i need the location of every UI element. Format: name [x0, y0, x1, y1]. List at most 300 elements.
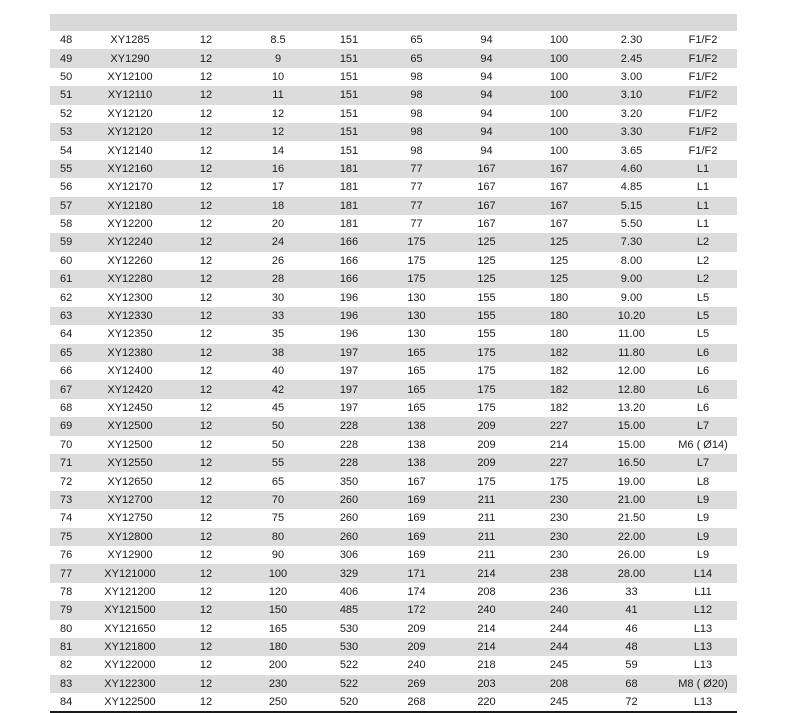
table-row	[50, 362, 737, 380]
cell-capacity: 70	[242, 491, 314, 509]
cell-length: 522	[314, 675, 384, 693]
table-row	[50, 215, 737, 233]
cell-model: XY12450	[90, 399, 170, 417]
cell-voltage: 12	[170, 160, 242, 178]
cell-voltage: 12	[170, 86, 242, 104]
cell-model: XY12330	[90, 307, 170, 325]
cell-no: 59	[50, 233, 90, 251]
cell-no: 83	[50, 675, 90, 693]
cell-height: 125	[449, 252, 524, 270]
cell-model: XY12420	[90, 380, 170, 398]
cell-weight: 59	[594, 656, 669, 674]
cell-capacity: 28	[242, 270, 314, 288]
table-row	[50, 160, 737, 178]
cell-weight: 3.65	[594, 141, 669, 159]
cell-length: 197	[314, 399, 384, 417]
cell-height: 220	[449, 693, 524, 711]
table-row	[50, 68, 737, 86]
cell-no: 66	[50, 362, 90, 380]
cell-total-height: 125	[524, 252, 594, 270]
cell-model: XY121000	[90, 564, 170, 582]
cell-total-height: 100	[524, 123, 594, 141]
table-row	[50, 270, 737, 288]
cell-length: 181	[314, 197, 384, 215]
cell-weight: 13.20	[594, 399, 669, 417]
cell-width: 209	[384, 638, 449, 656]
cell-total-height: 180	[524, 325, 594, 343]
cell-terminal: L13	[669, 693, 737, 711]
cell-voltage: 12	[170, 49, 242, 67]
cell-width: 77	[384, 197, 449, 215]
table-row	[50, 105, 737, 123]
cell-model: XY12180	[90, 197, 170, 215]
cell-no: 63	[50, 307, 90, 325]
cell-length: 350	[314, 472, 384, 490]
cell-capacity: 8.5	[242, 31, 314, 49]
cell-total-height: 230	[524, 546, 594, 564]
cell-no: 62	[50, 288, 90, 306]
cell-total-height: 214	[524, 436, 594, 454]
cell-total-height: 245	[524, 693, 594, 711]
cell-width: 169	[384, 546, 449, 564]
cell-width: 130	[384, 288, 449, 306]
cell-weight: 19.00	[594, 472, 669, 490]
cell-weight: 28.00	[594, 564, 669, 582]
cell-capacity: 20	[242, 215, 314, 233]
cell-no: 60	[50, 252, 90, 270]
cell-voltage: 12	[170, 509, 242, 527]
cell-model: XY122000	[90, 656, 170, 674]
cell-weight: 11.80	[594, 344, 669, 362]
cell-model: XY121500	[90, 601, 170, 619]
cell-no: 70	[50, 436, 90, 454]
cell-voltage: 12	[170, 233, 242, 251]
cell-weight: 21.50	[594, 509, 669, 527]
cell-voltage: 12	[170, 417, 242, 435]
cell-terminal: L6	[669, 362, 737, 380]
cell-length: 181	[314, 215, 384, 233]
cell-length: 485	[314, 601, 384, 619]
cell-total-height: 100	[524, 105, 594, 123]
cell-capacity: 165	[242, 620, 314, 638]
cell-voltage: 12	[170, 454, 242, 472]
cell-capacity: 90	[242, 546, 314, 564]
cell-length: 522	[314, 656, 384, 674]
cell-length: 329	[314, 564, 384, 582]
table-row	[50, 601, 737, 619]
cell-height: 167	[449, 197, 524, 215]
cell-terminal: F1/F2	[669, 86, 737, 104]
cell-total-height: 230	[524, 491, 594, 509]
cell-no: 82	[50, 656, 90, 674]
cell-width: 240	[384, 656, 449, 674]
cell-length: 260	[314, 528, 384, 546]
cell-model: XY121800	[90, 638, 170, 656]
cell-length: 197	[314, 380, 384, 398]
cell-voltage: 12	[170, 252, 242, 270]
cell-no: 53	[50, 123, 90, 141]
table-row	[50, 528, 737, 546]
cell-length: 406	[314, 583, 384, 601]
cell-no: 49	[50, 49, 90, 67]
cell-model: XY12140	[90, 141, 170, 159]
cell-capacity: 100	[242, 564, 314, 582]
cell-capacity: 42	[242, 380, 314, 398]
cell-terminal: L11	[669, 583, 737, 601]
cell-voltage: 12	[170, 270, 242, 288]
cell-no: 52	[50, 105, 90, 123]
cell-capacity: 16	[242, 160, 314, 178]
cell-width: 269	[384, 675, 449, 693]
cell-total-height: 244	[524, 638, 594, 656]
cell-total-height: 236	[524, 583, 594, 601]
cell-weight: 5.15	[594, 197, 669, 215]
cell-terminal: L12	[669, 601, 737, 619]
table-row	[50, 454, 737, 472]
cell-terminal: L6	[669, 399, 737, 417]
cell-weight: 68	[594, 675, 669, 693]
cell-capacity: 65	[242, 472, 314, 490]
cell-capacity: 35	[242, 325, 314, 343]
cell-model: XY122500	[90, 693, 170, 711]
cell-terminal: L7	[669, 454, 737, 472]
cell-model: XY12100	[90, 68, 170, 86]
cell-model: XY12650	[90, 472, 170, 490]
cell-model: XY12110	[90, 86, 170, 104]
cell-width: 171	[384, 564, 449, 582]
table-body	[50, 31, 737, 711]
cell-length: 530	[314, 638, 384, 656]
cell-weight: 15.00	[594, 436, 669, 454]
cell-length: 228	[314, 436, 384, 454]
cell-length: 306	[314, 546, 384, 564]
cell-length: 260	[314, 509, 384, 527]
table-row	[50, 693, 737, 711]
cell-height: 94	[449, 68, 524, 86]
cell-length: 520	[314, 693, 384, 711]
cell-terminal: L13	[669, 656, 737, 674]
cell-terminal: L2	[669, 252, 737, 270]
cell-width: 175	[384, 233, 449, 251]
cell-total-height: 100	[524, 68, 594, 86]
cell-width: 175	[384, 270, 449, 288]
cell-model: XY12380	[90, 344, 170, 362]
cell-no: 84	[50, 693, 90, 711]
cell-model: XY12400	[90, 362, 170, 380]
cell-model: XY121650	[90, 620, 170, 638]
cell-weight: 4.85	[594, 178, 669, 196]
cell-capacity: 11	[242, 86, 314, 104]
cell-height: 175	[449, 344, 524, 362]
table-row	[50, 31, 737, 49]
cell-voltage: 12	[170, 638, 242, 656]
cell-height: 167	[449, 178, 524, 196]
cell-length: 166	[314, 233, 384, 251]
cell-terminal: L9	[669, 491, 737, 509]
cell-length: 228	[314, 417, 384, 435]
cell-model: XY12120	[90, 123, 170, 141]
cell-height: 214	[449, 638, 524, 656]
cell-width: 165	[384, 344, 449, 362]
cell-voltage: 12	[170, 362, 242, 380]
cell-width: 169	[384, 491, 449, 509]
cell-length: 530	[314, 620, 384, 638]
cell-width: 130	[384, 307, 449, 325]
cell-total-height: 227	[524, 417, 594, 435]
cell-weight: 15.00	[594, 417, 669, 435]
cell-total-height: 230	[524, 509, 594, 527]
table-row	[50, 141, 737, 159]
cell-voltage: 12	[170, 656, 242, 674]
cell-length: 151	[314, 31, 384, 49]
table-row	[50, 417, 737, 435]
cell-width: 77	[384, 178, 449, 196]
cell-weight: 5.50	[594, 215, 669, 233]
cell-terminal: L1	[669, 160, 737, 178]
table-row	[50, 564, 737, 582]
cell-voltage: 12	[170, 197, 242, 215]
cell-total-height: 180	[524, 307, 594, 325]
cell-width: 98	[384, 86, 449, 104]
cell-length: 228	[314, 454, 384, 472]
cell-width: 268	[384, 693, 449, 711]
cell-no: 48	[50, 31, 90, 49]
cell-total-height: 100	[524, 86, 594, 104]
cell-height: 211	[449, 546, 524, 564]
cell-total-height: 244	[524, 620, 594, 638]
cell-weight: 21.00	[594, 491, 669, 509]
cell-height: 175	[449, 399, 524, 417]
cell-height: 155	[449, 288, 524, 306]
cell-terminal: L5	[669, 288, 737, 306]
cell-no: 58	[50, 215, 90, 233]
cell-no: 76	[50, 546, 90, 564]
cell-model: XY12750	[90, 509, 170, 527]
cell-height: 175	[449, 362, 524, 380]
cell-capacity: 200	[242, 656, 314, 674]
cell-terminal: L1	[669, 178, 737, 196]
cell-width: 169	[384, 509, 449, 527]
cell-capacity: 150	[242, 601, 314, 619]
cell-model: XY1285	[90, 31, 170, 49]
cell-no: 74	[50, 509, 90, 527]
cell-height: 209	[449, 436, 524, 454]
cell-height: 167	[449, 160, 524, 178]
cell-voltage: 12	[170, 399, 242, 417]
table-row	[50, 197, 737, 215]
cell-height: 214	[449, 620, 524, 638]
cell-width: 172	[384, 601, 449, 619]
cell-terminal: L7	[669, 417, 737, 435]
cell-model: XY12550	[90, 454, 170, 472]
cell-width: 77	[384, 215, 449, 233]
cell-length: 196	[314, 307, 384, 325]
cell-length: 151	[314, 68, 384, 86]
cell-length: 197	[314, 344, 384, 362]
cell-width: 98	[384, 141, 449, 159]
cell-height: 240	[449, 601, 524, 619]
cell-voltage: 12	[170, 141, 242, 159]
table-row	[50, 399, 737, 417]
cell-capacity: 75	[242, 509, 314, 527]
cell-capacity: 230	[242, 675, 314, 693]
cell-total-height: 125	[524, 270, 594, 288]
cell-capacity: 26	[242, 252, 314, 270]
cell-model: XY12160	[90, 160, 170, 178]
cell-length: 166	[314, 270, 384, 288]
cell-terminal: L9	[669, 509, 737, 527]
cell-model: XY12300	[90, 288, 170, 306]
cell-terminal: L5	[669, 325, 737, 343]
cell-length: 151	[314, 49, 384, 67]
cell-weight: 7.30	[594, 233, 669, 251]
cell-no: 55	[50, 160, 90, 178]
cell-model: XY12260	[90, 252, 170, 270]
cell-weight: 22.00	[594, 528, 669, 546]
cell-capacity: 33	[242, 307, 314, 325]
spec-table-container	[50, 14, 737, 713]
cell-height: 175	[449, 472, 524, 490]
cell-voltage: 12	[170, 620, 242, 638]
cell-total-height: 182	[524, 399, 594, 417]
cell-width: 65	[384, 31, 449, 49]
cell-model: XY12200	[90, 215, 170, 233]
table-row	[50, 233, 737, 251]
cell-no: 65	[50, 344, 90, 362]
cell-capacity: 12	[242, 123, 314, 141]
cell-no: 69	[50, 417, 90, 435]
cell-model: XY121200	[90, 583, 170, 601]
cell-height: 218	[449, 656, 524, 674]
cell-weight: 16.50	[594, 454, 669, 472]
table-row	[50, 638, 737, 656]
cell-height: 214	[449, 564, 524, 582]
cell-no: 81	[50, 638, 90, 656]
cell-total-height: 167	[524, 160, 594, 178]
cell-voltage: 12	[170, 380, 242, 398]
cell-total-height: 182	[524, 362, 594, 380]
cell-model: XY12500	[90, 436, 170, 454]
cell-total-height: 230	[524, 528, 594, 546]
table-row	[50, 178, 737, 196]
cell-total-height: 182	[524, 344, 594, 362]
cell-length: 196	[314, 325, 384, 343]
cell-capacity: 12	[242, 105, 314, 123]
cell-width: 77	[384, 160, 449, 178]
cell-model: XY12500	[90, 417, 170, 435]
cell-width: 167	[384, 472, 449, 490]
cell-terminal: L5	[669, 307, 737, 325]
cell-capacity: 120	[242, 583, 314, 601]
cell-no: 57	[50, 197, 90, 215]
cell-no: 80	[50, 620, 90, 638]
cell-terminal: F1/F2	[669, 49, 737, 67]
cell-voltage: 12	[170, 31, 242, 49]
cell-terminal: F1/F2	[669, 68, 737, 86]
cell-capacity: 250	[242, 693, 314, 711]
cell-voltage: 12	[170, 178, 242, 196]
cell-no: 71	[50, 454, 90, 472]
cell-voltage: 12	[170, 675, 242, 693]
cell-length: 166	[314, 252, 384, 270]
table-row	[50, 436, 737, 454]
cell-no: 77	[50, 564, 90, 582]
cell-terminal: L9	[669, 546, 737, 564]
cell-weight: 4.60	[594, 160, 669, 178]
cell-no: 75	[50, 528, 90, 546]
cell-height: 94	[449, 31, 524, 49]
cell-total-height: 100	[524, 31, 594, 49]
cell-capacity: 38	[242, 344, 314, 362]
cell-terminal: M8 ( Ø20)	[669, 675, 737, 693]
cell-voltage: 12	[170, 123, 242, 141]
cell-height: 94	[449, 141, 524, 159]
cell-capacity: 50	[242, 417, 314, 435]
table-row	[50, 49, 737, 67]
cell-width: 98	[384, 68, 449, 86]
cell-width: 138	[384, 417, 449, 435]
cell-terminal: F1/F2	[669, 105, 737, 123]
cell-terminal: F1/F2	[669, 141, 737, 159]
cell-terminal: L6	[669, 380, 737, 398]
cell-height: 155	[449, 325, 524, 343]
cell-weight: 3.10	[594, 86, 669, 104]
cell-height: 209	[449, 454, 524, 472]
table-row	[50, 656, 737, 674]
cell-weight: 9.00	[594, 270, 669, 288]
cell-voltage: 12	[170, 491, 242, 509]
cell-width: 130	[384, 325, 449, 343]
cell-height: 211	[449, 528, 524, 546]
table-row	[50, 288, 737, 306]
cell-voltage: 12	[170, 564, 242, 582]
cell-total-height: 175	[524, 472, 594, 490]
table-row	[50, 325, 737, 343]
cell-height: 211	[449, 509, 524, 527]
cell-total-height: 100	[524, 49, 594, 67]
cell-weight: 48	[594, 638, 669, 656]
cell-width: 165	[384, 399, 449, 417]
cell-voltage: 12	[170, 325, 242, 343]
cell-width: 65	[384, 49, 449, 67]
cell-length: 151	[314, 105, 384, 123]
cell-capacity: 14	[242, 141, 314, 159]
cell-width: 165	[384, 362, 449, 380]
cell-weight: 10.20	[594, 307, 669, 325]
cell-total-height: 240	[524, 601, 594, 619]
cell-length: 181	[314, 160, 384, 178]
cell-model: XY12280	[90, 270, 170, 288]
table-row	[50, 307, 737, 325]
cell-capacity: 17	[242, 178, 314, 196]
cell-width: 98	[384, 105, 449, 123]
cell-weight: 72	[594, 693, 669, 711]
table-header-bar	[50, 14, 737, 31]
cell-height: 94	[449, 86, 524, 104]
cell-height: 203	[449, 675, 524, 693]
cell-terminal: L13	[669, 620, 737, 638]
cell-no: 51	[50, 86, 90, 104]
cell-weight: 3.20	[594, 105, 669, 123]
cell-no: 68	[50, 399, 90, 417]
cell-height: 155	[449, 307, 524, 325]
table-row	[50, 123, 737, 141]
cell-no: 79	[50, 601, 90, 619]
cell-no: 73	[50, 491, 90, 509]
cell-capacity: 180	[242, 638, 314, 656]
cell-capacity: 80	[242, 528, 314, 546]
cell-no: 54	[50, 141, 90, 159]
